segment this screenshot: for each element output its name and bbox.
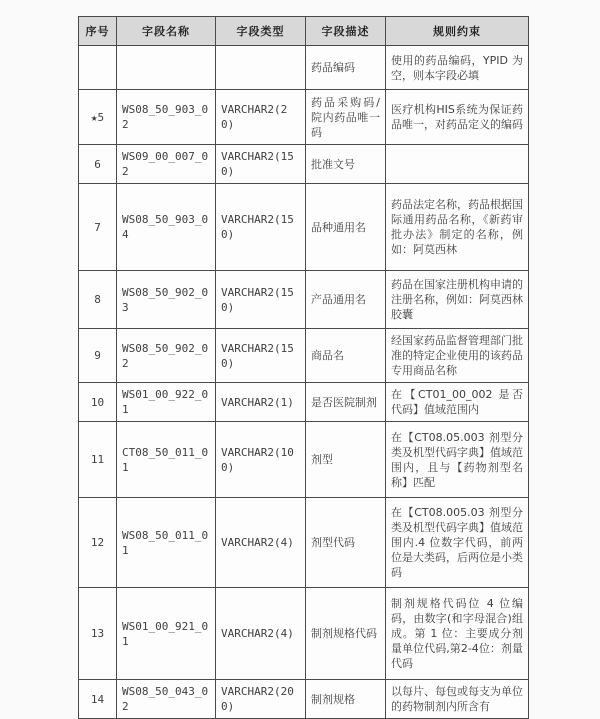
field-desc-cell: 是否医院制剂 — [306, 383, 386, 422]
field-desc-cell: 商品名 — [306, 329, 386, 383]
field-name-cell: WS09_00_007_02 — [117, 145, 216, 184]
field-name-cell: WS08_50_902_02 — [117, 329, 216, 383]
rule-constraint-cell — [386, 145, 529, 184]
field-name-cell: CT08_50_011_01 — [117, 422, 216, 498]
row-number-cell: 9 — [79, 329, 117, 383]
header-cell-field-type: 字段类型 — [216, 17, 306, 46]
table-row — [79, 498, 529, 588]
table-header-row — [79, 17, 529, 46]
field-type-cell: VARCHAR2(20) — [216, 90, 306, 145]
field-desc-cell: 产品通用名 — [306, 271, 386, 329]
row-number-cell: 14 — [79, 680, 117, 719]
rule-constraint-cell: 医疗机构HIS系统为保证药品唯一，对药品定义的编码 — [386, 90, 529, 145]
field-type-cell: VARCHAR2(150) — [216, 184, 306, 271]
field-type-cell: VARCHAR2(150) — [216, 271, 306, 329]
field-name-cell — [117, 46, 216, 90]
field-desc-cell: 品种通用名 — [306, 184, 386, 271]
field-type-cell: VARCHAR2(100) — [216, 422, 306, 498]
header-cell-seq: 序号 — [79, 17, 117, 46]
field-desc-cell: 制剂规格 — [306, 680, 386, 719]
table-row — [79, 46, 529, 90]
field-name-cell: WS01_00_922_01 — [117, 383, 216, 422]
field-name-cell: WS08_50_011_01 — [117, 498, 216, 588]
table-row — [79, 680, 529, 719]
field-type-cell: VARCHAR2(150) — [216, 145, 306, 184]
rule-constraint-cell: 药品在国家注册机构申请的注册名称，例如：阿莫西林胶囊 — [386, 271, 529, 329]
row-number-cell: 8 — [79, 271, 117, 329]
row-number-cell: 12 — [79, 498, 117, 588]
table-row — [79, 184, 529, 271]
field-desc-cell: 药品采购码/院内药品唯一码 — [306, 90, 386, 145]
row-number-cell: 10 — [79, 383, 117, 422]
rule-constraint-cell: 使用的药品编码，YPID 为空，则本字段必填 — [386, 46, 529, 90]
table-row — [79, 271, 529, 329]
field-type-cell: VARCHAR2(4) — [216, 588, 306, 680]
header-cell-field-desc: 字段描述 — [306, 17, 386, 46]
field-definition-table — [78, 16, 529, 719]
field-desc-cell: 批准文号 — [306, 145, 386, 184]
rule-constraint-cell: 在【CT08.05.003 剂型分类及机型代码字典】值域范围内，且与【药物剂型名称】匹配 — [386, 422, 529, 498]
row-number-cell: 6 — [79, 145, 117, 184]
field-name-cell: WS08_50_902_03 — [117, 271, 216, 329]
row-number-cell: 13 — [79, 588, 117, 680]
field-type-cell — [216, 46, 306, 90]
rule-constraint-cell: 以每片、每包或每支为单位的药物制剂内所含有 — [386, 680, 529, 719]
field-name-cell: WS08_50_903_04 — [117, 184, 216, 271]
field-name-cell: WS08_50_903_02 — [117, 90, 216, 145]
field-desc-cell: 剂型代码 — [306, 498, 386, 588]
rule-constraint-cell: 药品法定名称，药品根据国际通用药品名称，《新药审批办法》制定的名称，例如：阿莫西林 — [386, 184, 529, 271]
row-number-cell: ★5 — [79, 90, 117, 145]
field-name-cell: WS01_00_921_01 — [117, 588, 216, 680]
field-desc-cell: 剂型 — [306, 422, 386, 498]
row-number-cell — [79, 46, 117, 90]
rule-constraint-cell: 经国家药品监督管理部门批准的特定企业使用的该药品专用商品名称 — [386, 329, 529, 383]
field-name-cell: WS08_50_043_02 — [117, 680, 216, 719]
rule-constraint-cell: 在【CT08.005.03 剂型分类及机型代码字典】值域范围内.4 位数字代码，前两位是大类码，后两位是小类码 — [386, 498, 529, 588]
table-row — [79, 329, 529, 383]
rule-constraint-cell: 制剂规格代码位 4 位编码，由数字(和字母混合)组成。第 1 位：主要成分剂量单位代码,第2-4位：剂量代码 — [386, 588, 529, 680]
table-row — [79, 588, 529, 680]
field-type-cell: VARCHAR2(200) — [216, 680, 306, 719]
field-type-cell: VARCHAR2(1) — [216, 383, 306, 422]
header-cell-rule: 规则约束 — [386, 17, 529, 46]
row-number-cell: 7 — [79, 184, 117, 271]
table-row — [79, 90, 529, 145]
field-desc-cell: 制剂规格代码 — [306, 588, 386, 680]
table-row — [79, 422, 529, 498]
row-number-cell: 11 — [79, 422, 117, 498]
field-desc-cell: 药品编码 — [306, 46, 386, 90]
field-type-cell: VARCHAR2(4) — [216, 498, 306, 588]
header-cell-field-name: 字段名称 — [117, 17, 216, 46]
table-row — [79, 145, 529, 184]
field-type-cell: VARCHAR2(150) — [216, 329, 306, 383]
table-row — [79, 383, 529, 422]
rule-constraint-cell: 在【CT01_00_002 是否代码】值域范围内 — [386, 383, 529, 422]
